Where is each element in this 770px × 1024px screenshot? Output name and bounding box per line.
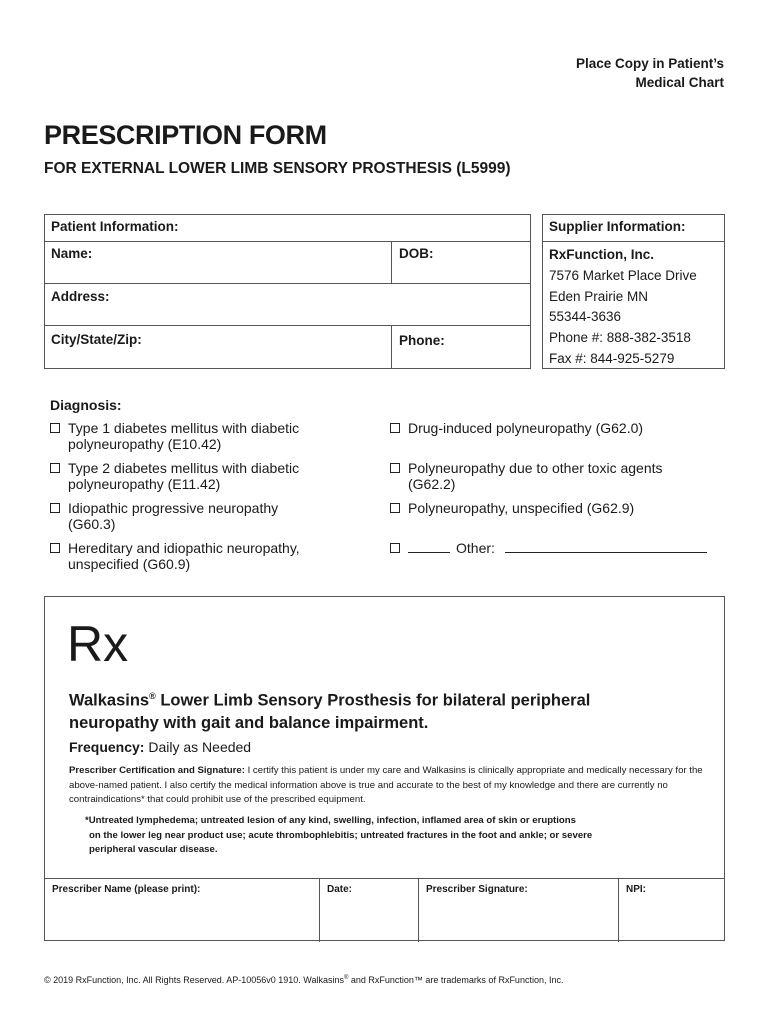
contraindications-line2: on the lower leg near product use; acute thrombophlebitis; untreated fractures in the foot and ankle; or severe xyxy=(89,829,593,841)
diagnosis-option-idiopathic[interactable] xyxy=(50,500,278,532)
supplier-fax: Fax #: 844-925-5279 xyxy=(549,350,675,366)
checkbox[interactable] xyxy=(50,543,60,553)
diagnosis-option-unspecified[interactable] xyxy=(390,500,634,516)
city-phone-row[interactable] xyxy=(45,326,530,369)
rx-title-line1: Lower Limb Sensory Prosthesis for bilateral peripheral xyxy=(155,691,591,710)
diagnosis-heading: Diagnosis: xyxy=(50,397,122,413)
diagnosis-option-drug-induced[interactable] xyxy=(390,420,643,436)
checkbox[interactable] xyxy=(390,423,400,433)
diagnosis-option-line2: (G62.2) xyxy=(408,476,456,492)
diagnosis-option-line1: Idiopathic progressive neuropathy xyxy=(68,500,279,516)
frequency-label: Frequency: xyxy=(69,739,145,755)
phone-label: Phone: xyxy=(399,333,445,348)
prescriber-signature-cell[interactable] xyxy=(418,879,618,942)
diagnosis-option-line1: Type 2 diabetes mellitus with diabetic xyxy=(68,460,300,476)
other-code-blank[interactable] xyxy=(408,540,450,553)
supplier-company: RxFunction, Inc. xyxy=(549,247,655,262)
npi-label: NPI: xyxy=(626,884,646,895)
rx-box xyxy=(44,596,725,941)
contraindications-line3: peripheral vascular disease. xyxy=(89,844,218,855)
checkbox[interactable] xyxy=(390,503,400,513)
footer-text-b: and RxFunction™ are trademarks of RxFunction, Inc. xyxy=(348,975,564,985)
name-label: Name: xyxy=(51,246,93,261)
diagnosis-option-label xyxy=(68,420,299,452)
signature-table xyxy=(44,878,725,941)
footer-reg: ® xyxy=(343,975,349,981)
diagnosis-option-line1: Hereditary and idiopathic neuropathy, xyxy=(68,540,300,556)
diagnosis-option-label xyxy=(68,540,300,572)
rx-title xyxy=(69,685,689,734)
diagnosis-option-label xyxy=(408,460,663,492)
patient-information-box xyxy=(44,214,531,369)
date-cell[interactable] xyxy=(319,879,418,942)
diagnosis-option-hereditary[interactable] xyxy=(50,540,300,572)
supplier-heading: Supplier Information: xyxy=(543,215,724,242)
footer-copyright xyxy=(44,975,563,985)
form-subtitle: FOR EXTERNAL LOWER LIMB SENSORY PROSTHESIS (L5999) xyxy=(44,160,511,177)
prescriber-certification xyxy=(69,764,709,808)
diagnosis-option-label xyxy=(68,500,278,532)
certification-label: Prescriber Certification and Signature: xyxy=(69,765,245,776)
city-state-zip-label: City/State/Zip: xyxy=(51,332,142,347)
diagnosis-option-line2: polyneuropathy (E11.42) xyxy=(68,476,221,492)
rx-title-reg: ® xyxy=(149,691,156,701)
rx-title-line2: neuropathy with gait and balance impairment. xyxy=(69,713,429,732)
supplier-phone: Phone #: 888-382-3518 xyxy=(549,330,691,346)
diagnosis-option-other[interactable] xyxy=(390,540,707,556)
checkbox[interactable] xyxy=(390,463,400,473)
dob-label: DOB: xyxy=(399,246,434,261)
supplier-address-block xyxy=(549,245,697,370)
contraindications-note xyxy=(85,814,705,858)
checkbox[interactable] xyxy=(50,423,60,433)
checkbox[interactable] xyxy=(50,503,60,513)
other-label: Other: xyxy=(456,540,495,556)
patient-heading-row xyxy=(45,215,530,242)
diagnosis-option-line1: Type 1 diabetes mellitus with diabetic xyxy=(68,420,300,436)
frequency xyxy=(69,739,251,755)
diagnosis-option-label: Drug-induced polyneuropathy (G62.0) xyxy=(408,420,644,436)
checkbox[interactable] xyxy=(50,463,60,473)
city-phone-divider xyxy=(391,326,392,369)
form-title: PRESCRIPTION FORM xyxy=(44,120,327,150)
diagnosis-option-line2: polyneuropathy (E10.42) xyxy=(68,436,222,452)
name-dob-divider xyxy=(391,242,392,284)
footer-text-a: © 2019 RxFunction, Inc. All Rights Reserved. AP-10056v0 1910. Walkasins xyxy=(44,975,344,985)
supplier-information-box xyxy=(542,214,725,369)
diagnosis-option-line2: unspecified (G60.9) xyxy=(68,556,191,572)
date-label: Date: xyxy=(327,884,353,895)
address-row[interactable] xyxy=(45,284,530,326)
other-text-blank[interactable] xyxy=(505,540,707,553)
rx-title-brand: Walkasins xyxy=(69,691,150,710)
place-copy-line2: Medical Chart xyxy=(635,75,724,90)
supplier-zip: 55344-3636 xyxy=(549,309,622,325)
name-dob-row[interactable] xyxy=(45,242,530,284)
prescriber-name-cell[interactable] xyxy=(44,879,319,942)
diagnosis-option-label xyxy=(68,460,299,492)
contraindications-line1: *Untreated lymphedema; untreated lesion of any kind, swelling, infection, inflamed area of skin or eruptions xyxy=(85,815,576,826)
diagnosis-option-line2: (G60.3) xyxy=(68,516,116,532)
diagnosis-option-line1: Polyneuropathy due to other toxic agents xyxy=(408,460,663,476)
diagnosis-option-toxic-agents[interactable] xyxy=(390,460,663,492)
frequency-value: Daily as Needed xyxy=(144,739,252,755)
address-label: Address: xyxy=(51,289,110,304)
place-copy-line1: Place Copy in Patient’s xyxy=(575,56,724,71)
supplier-street: 7576 Market Place Drive xyxy=(549,267,697,283)
certification-text: I certify this patient is under my care and Walkasins is clinically appropriate and medically necessary for the above-named patient. I also certify the medical information above is true and accurate to the best of my knowledge and there are currently no contraindications* that could prohibit use of the prescribed equipment. xyxy=(69,765,703,805)
npi-cell[interactable] xyxy=(618,879,725,942)
diagnosis-option-label: Polyneuropathy, unspecified (G62.9) xyxy=(408,500,635,516)
supplier-city: Eden Prairie MN xyxy=(549,288,649,304)
place-copy-note xyxy=(504,54,724,92)
rx-symbol-icon xyxy=(67,615,147,677)
checkbox[interactable] xyxy=(390,543,400,553)
diagnosis-option-type1[interactable] xyxy=(50,420,299,452)
patient-heading: Patient Information: xyxy=(51,219,179,234)
rx-symbol-text: Rx xyxy=(67,616,129,672)
diagnosis-option-type2[interactable] xyxy=(50,460,299,492)
prescriber-signature-label: Prescriber Signature: xyxy=(426,884,528,895)
prescriber-name-label: Prescriber Name (please print): xyxy=(52,884,201,895)
